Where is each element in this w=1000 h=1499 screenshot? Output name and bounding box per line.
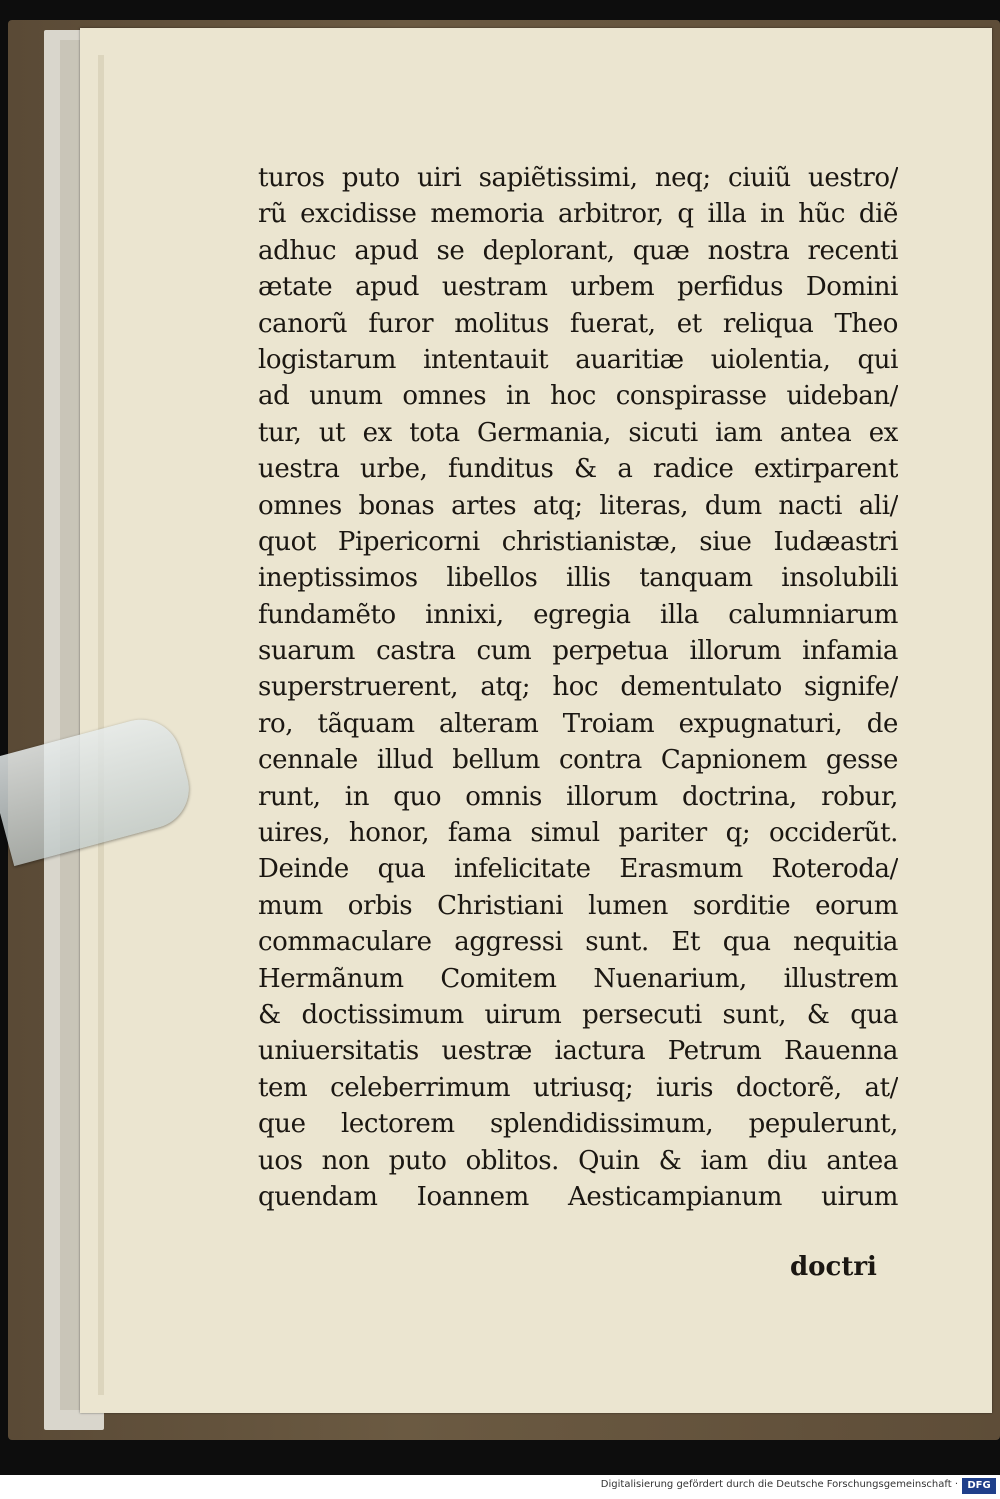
text-line: quot Pipericorni christianistæ, siue Iudæastri	[258, 526, 898, 557]
text-line: uos non puto oblitos. Quin & iam diu antea	[258, 1145, 898, 1176]
page-text-block	[258, 160, 898, 1215]
text-line: Hermãnum Comitem Nuenarium, illustrem	[258, 963, 898, 994]
text-line: commaculare aggressi sunt. Et qua nequitia	[258, 927, 898, 958]
text-line: superstruerent, atq; hoc dementulato signife/	[258, 672, 898, 703]
text-line: turos puto uiri sapiẽtissimi, neq; ciuiũ uestro/	[258, 163, 898, 193]
catchword: doctri	[790, 1252, 877, 1282]
text-line: Deinde qua infelicitate Erasmum Roteroda/	[258, 854, 898, 885]
text-line: rũ excidisse memoria arbitror, q illa in hũc diẽ	[258, 199, 898, 230]
text-line: logistarum intentauit auaritiæ uiolentia, qui	[258, 344, 898, 375]
text-line: omnes bonas artes atq; literas, dum nacti ali/	[258, 490, 898, 521]
text-line: mum orbis Christiani lumen sorditie eorum	[258, 890, 898, 921]
text-line: ineptissimos libellos illis tanquam insolubili	[258, 563, 898, 594]
text-line: quendam Ioannem Aesticampianum uirum	[258, 1181, 898, 1212]
dfg-logo-icon: DFG	[962, 1478, 996, 1494]
text-line: tem celeberrimum utriusq; iuris doctorẽ, at/	[258, 1072, 898, 1103]
page-gutter	[98, 55, 104, 1395]
text-line: & doctissimum uirum persecuti sunt, & qua	[258, 999, 898, 1030]
text-line: que lectorem splendidissimum, pepulerunt,	[258, 1109, 898, 1140]
text-line: canorũ furor molitus fuerat, et reliqua Theo	[258, 308, 898, 339]
text-line: ætate apud uestram urbem perfidus Domini	[258, 272, 898, 303]
text-line: suarum castra cum perpetua illorum infamia	[258, 636, 898, 667]
text-line: uniuersitatis uestræ iactura Petrum Rauenna	[258, 1036, 898, 1067]
text-line: tur, ut ex tota Germania, sicuti iam antea ex	[258, 417, 898, 448]
text-line: ro, tãquam alteram Troiam expugnaturi, de	[258, 708, 898, 739]
text-line: runt, in quo omnis illorum doctrina, robur,	[258, 781, 898, 812]
footer-bar	[0, 1475, 1000, 1499]
text-line: uires, honor, fama simul pariter q; occiderũt.	[258, 818, 898, 849]
text-line: adhuc apud se deplorant, quæ nostra recenti	[258, 235, 898, 266]
footer-credit: Digitalisierung gefördert durch die Deutsche Forschungsgemeinschaft ·	[600, 1479, 958, 1490]
text-line: uestra urbe, funditus & a radice extirparent	[258, 454, 898, 485]
text-line: ad unum omnes in hoc conspirasse uideban/	[258, 381, 898, 412]
text-line: cennale illud bellum contra Capnionem gesse	[258, 745, 898, 776]
text-line: fundamẽto innixi, egregia illa calumniarum	[258, 599, 898, 630]
